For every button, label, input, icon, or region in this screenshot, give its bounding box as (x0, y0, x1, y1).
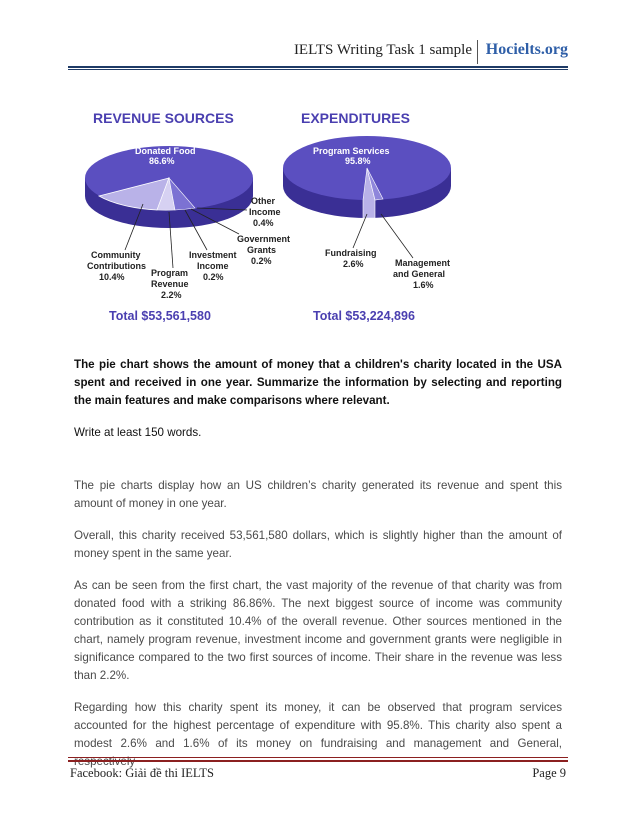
header-rule (68, 66, 568, 68)
label-other-income-pct: 0.4% (253, 218, 274, 228)
label-investment-1: Investment (189, 250, 237, 260)
page-header (68, 40, 568, 64)
footer-facebook: Facebook: Giải đề thi IELTS (70, 766, 214, 780)
expenditure-total: Total $53,224,896 (313, 309, 415, 323)
label-mgmt-2: and General (393, 269, 446, 279)
footer-rule-thin (68, 757, 568, 758)
task-prompt: The pie chart shows the amount of money that a children's charity located in the USA spent and received in one year. Summarize the information by selecting and reporting the main features and make comparisons where relevant. (74, 358, 562, 407)
label-other-income-2: Income (249, 207, 281, 217)
leader-fundraising (353, 214, 367, 248)
label-fundraising: Fundraising (325, 248, 377, 258)
header-brand[interactable]: Hocielts.org (485, 41, 568, 58)
label-gov-grants-1: Government (237, 234, 291, 244)
label-mgmt-pct: 1.6% (413, 280, 434, 290)
label-gov-grants-2: Grants (247, 245, 277, 255)
essay-paragraph-revenue: As can be seen from the first chart, the vast majority of the revenue of that charity was from donated food with a striking 86.86%. The next biggest source of income was community contribution as it constituted 10.4% of the overall revenue. Other sources mentioned in the chart, namely program revenue, investment income and government grants were negligible in significance compared to the two first sources of income. Their share in the revenue was less than 2.2%. (74, 579, 562, 682)
revenue-chart-title: REVENUE SOURCES (93, 110, 234, 126)
label-program-rev-pct: 2.2% (161, 290, 182, 300)
footer-rule (68, 760, 568, 762)
label-investment-2: Income (197, 261, 229, 271)
label-community-pct: 10.4% (99, 272, 125, 282)
label-mgmt-1: Management (395, 258, 451, 268)
label-donated-food-pct: 86.6% (149, 156, 175, 166)
essay-paragraph-overview: Overall, this charity received 53,561,580 dollars, which is slightly higher than the amount of money spent in the same year. (74, 529, 562, 560)
label-fundraising-pct: 2.6% (343, 259, 364, 269)
header-separator (477, 40, 478, 64)
label-community-1: Community (91, 250, 141, 260)
header-rule-thin (68, 69, 568, 70)
label-program-rev-1: Program (151, 268, 189, 278)
label-donated-food: Donated Food (135, 146, 196, 156)
label-other-income-1: Other (251, 196, 276, 206)
revenue-total: Total $53,561,580 (109, 309, 211, 323)
label-gov-grants-pct: 0.2% (251, 256, 272, 266)
header-title: IELTS Writing Task 1 sample (293, 42, 472, 58)
label-community-2: Contributions (87, 261, 146, 271)
label-investment-pct: 0.2% (203, 272, 224, 282)
essay-paragraph-expenditure: Regarding how this charity spent its money, it can be observed that program services accounted for the highest percentage of expenditure with 95.8%. This charity also spent a modest 2.6% and 1.6% of its money on fundraising and management and General, (74, 701, 562, 750)
label-program-rev-2: Revenue (151, 279, 189, 289)
essay-paragraph-intro: The pie charts display how an US children’s charity generated its revenue and spent this amount of money in one year. (74, 479, 562, 510)
essay-content (74, 356, 562, 771)
label-program-services: Program Services (313, 146, 390, 156)
leader-management (381, 214, 413, 258)
label-program-services-pct: 95.8% (345, 156, 371, 166)
page-number: Page 9 (532, 766, 566, 780)
expenditure-chart-title: EXPENDITURES (301, 110, 410, 126)
pie-charts-figure (85, 104, 545, 329)
word-count-instruction: Write at least 150 words. (74, 426, 202, 439)
